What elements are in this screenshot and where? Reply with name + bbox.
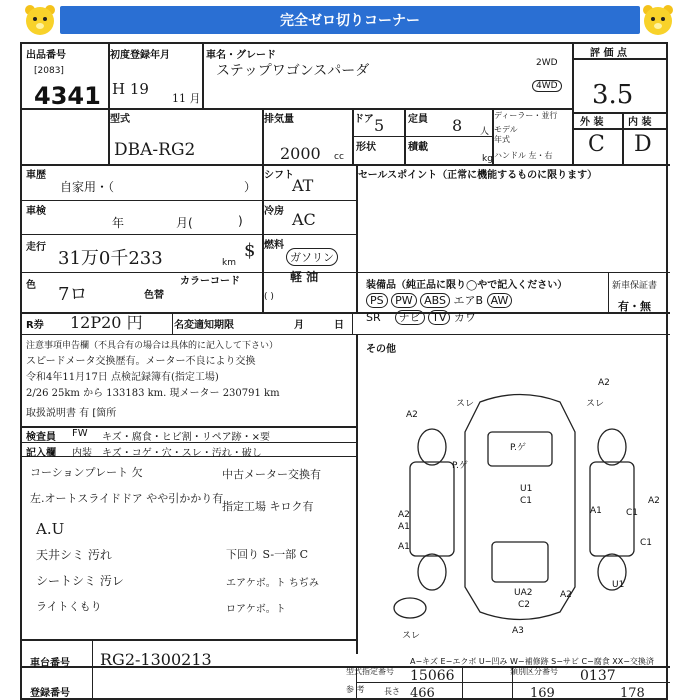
dmg-sure-1: スレ	[456, 399, 475, 409]
lot-number: 4341	[34, 82, 101, 110]
banner-title: 完全ゼロ切りコーナー	[60, 6, 640, 34]
dmg-c1-3: C1	[626, 508, 639, 518]
grade-int-label: 内 装	[628, 117, 652, 128]
dmg-a2-3: A2	[648, 496, 660, 506]
shift-label: シフト	[264, 170, 294, 181]
mileage-value: 31万0千233	[58, 248, 163, 269]
ac-value: AC	[292, 210, 316, 229]
comment-right-2: 指定工場 キロク有	[222, 500, 314, 513]
dmg-sure-2: スレ	[586, 399, 605, 409]
grade-score: 3.5	[592, 80, 634, 110]
spec-width: 169	[530, 686, 555, 700]
checker-fw-items: キズ・腐食・ヒビ割・リペア跡・×要	[102, 432, 270, 443]
model-label: 型式	[110, 114, 130, 125]
bear-mascot-icon	[22, 2, 58, 38]
comment-left-4: 天井シミ 汚れ	[36, 548, 112, 562]
mileage-unit: km	[222, 258, 236, 268]
comment-right-3: 下回り S-一部 C	[226, 548, 309, 561]
name-change-label: 名変適知期限	[174, 320, 234, 331]
displacement-label: 排気量	[264, 114, 294, 125]
equip-ps: PS	[366, 293, 388, 308]
spec-length: 466	[410, 686, 435, 700]
comment-left-1: コーションプレート 欠	[30, 466, 143, 479]
spec-height: 178	[620, 686, 645, 700]
comment-right-4: エアケボ。ト ちぢみ	[226, 578, 319, 589]
grade-ext-label: 外 装	[580, 117, 604, 128]
dealer-model-label: モデル	[494, 125, 518, 134]
rken-value: 12P20 円	[70, 313, 143, 332]
color-value: 7ロ	[58, 284, 88, 305]
others-label: その他	[366, 344, 396, 355]
bear-mascot-icon	[640, 2, 676, 38]
notes-line-2: 令和4年11月17日 点検記録簿有(指定工場)	[26, 372, 219, 383]
sales-point-label: セールスポイント（正常に機能するものに限ります）	[358, 170, 598, 181]
equip-airbag: エアB	[453, 294, 484, 307]
mileage-label: 走行	[26, 242, 46, 253]
dmg-a3: A3	[512, 626, 524, 636]
spec-length-label: 長さ	[384, 687, 400, 696]
chassis-value: RG2-1300213	[100, 650, 212, 669]
fuel-label: 燃料	[264, 240, 284, 251]
mileage-mark: $	[244, 240, 256, 261]
doors-value: 5	[374, 116, 385, 135]
dmg-c1-2: C1	[640, 538, 653, 548]
dmg-pg-1: P.ゲ	[510, 443, 526, 453]
equip-leather: カワ	[453, 311, 476, 324]
grade-label: 評 価 点	[590, 48, 627, 59]
comment-right-1: 中古メーター交換有	[222, 468, 321, 481]
recycle-value: 有・無	[618, 300, 651, 313]
rken-label: R券	[26, 320, 44, 331]
equip-sr: SR	[366, 311, 381, 324]
car-name-label: 車名・グレード	[206, 50, 276, 61]
dmg-c2: C2	[518, 600, 531, 610]
comment-left-6: ライトくもり	[36, 600, 102, 613]
equip-tv: TV	[428, 310, 450, 325]
comment-left-5: シートシミ 汚レ	[36, 574, 124, 588]
dmg-a2-2: A2	[406, 410, 418, 420]
checker-label: 検査員	[26, 432, 56, 443]
capacity-unit: 人	[480, 127, 490, 137]
drive-2wd: 2WD	[536, 58, 558, 68]
checker-fw-label: FW	[72, 428, 88, 439]
equipment-label: 装備品（純正品に限り◯やで記入ください）	[366, 280, 568, 291]
spec-type-value: 15066	[410, 668, 455, 684]
lot-label: 出品番号	[26, 50, 66, 61]
notes-line-3: 2/26 25km から 133183 km. 現メーター 230791 km	[26, 388, 280, 399]
color-code-label: カラーコード	[180, 276, 240, 287]
spec-type-label: 型式指定番号	[346, 667, 394, 676]
first-reg-month: 11 月	[172, 92, 201, 105]
comment-left-3: A.U	[36, 520, 65, 538]
dmg-a2-5: A2	[560, 590, 572, 600]
notes-line-1: スピードメータ交換歴有。メーター不良により交換	[26, 356, 256, 367]
fuel-value: ガソリン	[286, 248, 338, 266]
fuel-diesel: 軽 油	[290, 270, 319, 284]
equip-abs: ABS	[420, 293, 450, 308]
dmg-u1-1: U1	[520, 484, 533, 494]
equip-pw: PW	[391, 293, 417, 308]
reg-number-label: 登録番号	[30, 688, 70, 699]
chassis-label: 車台番号	[30, 658, 70, 669]
damage-legend: A−キズ E−エクボ U−凹み W−補修跡 S−サビ C−腐食 XX−交換済	[410, 657, 654, 666]
equip-aw: AW	[487, 293, 513, 308]
capacity-value: 8	[452, 116, 463, 135]
first-reg-label: 初度登録年月	[110, 50, 170, 61]
notes-label: 注意事項申告欄（不具合有の場合は具体的に記入して下さい）	[26, 341, 279, 351]
doors-label: ドア	[354, 114, 374, 125]
recycle-label: 新車保証書	[612, 281, 658, 291]
inspection-label: 車検	[26, 206, 46, 217]
spec-ref-label: 参 考	[346, 685, 365, 694]
dealer-year-label: 年式	[494, 135, 510, 144]
lot-sub: [2083]	[34, 66, 64, 76]
first-reg-era: H 19	[112, 80, 149, 98]
equip-navi: ナビ	[395, 310, 425, 325]
displacement-value: 2000	[280, 144, 321, 163]
inspection-close: )	[238, 214, 243, 228]
car-name-value: ステップワゴンスパーダ	[216, 63, 370, 79]
drive-4wd: 4WD	[532, 80, 562, 92]
inspection-year: 年	[112, 216, 125, 230]
record-int-items: キズ・コゲ・穴・スレ・汚れ・破し	[102, 448, 262, 459]
inspection-month: 月(	[176, 216, 193, 230]
load-unit: kg	[482, 154, 493, 164]
comment-right-5: ロアケボ。ト	[226, 604, 286, 615]
shift-value: AT	[292, 176, 314, 195]
history-close: ）	[244, 180, 257, 194]
displacement-unit: cc	[334, 152, 344, 162]
model-value: DBA-RG2	[114, 140, 196, 160]
color-label: 色	[26, 280, 36, 291]
dmg-u1-2: U1	[612, 580, 625, 590]
dmg-pg-2: P.ゲ	[452, 461, 468, 471]
grade-ext: C	[588, 132, 605, 157]
name-change-day: 日	[334, 320, 344, 331]
record-label: 記入欄	[26, 448, 56, 459]
dmg-a1-2: A1	[398, 542, 410, 552]
spec-class-label: 類別区分番号	[510, 667, 558, 676]
dmg-a2-4: A2	[398, 510, 410, 520]
dmg-ua2: UA2	[514, 588, 533, 598]
dealer-handle: ハンドル 左・右	[494, 151, 553, 160]
history-label: 車歴	[26, 170, 46, 181]
dmg-a1-3: A1	[590, 506, 602, 516]
capacity-label: 定員	[408, 114, 428, 125]
load-label: 積載	[408, 142, 428, 153]
dmg-c1-1: C1	[520, 496, 533, 506]
dmg-sure-3: スレ	[402, 631, 421, 641]
notes-footer: 取扱説明書 有 [箇所	[26, 408, 117, 419]
comment-left-2: 左.オートスライドドア やや引かかり有	[30, 492, 224, 505]
grade-int: D	[634, 132, 652, 157]
name-change-month: 月	[294, 320, 304, 331]
dmg-a2-1: A2	[598, 378, 610, 388]
dealer-label: ディーラー・並行	[494, 111, 558, 120]
fuel-paren: ( )	[264, 292, 274, 302]
record-int-label: 内装	[72, 448, 92, 459]
dmg-a1-1: A1	[398, 522, 410, 532]
ac-label: 冷房	[264, 206, 284, 217]
shape-label: 形状	[356, 142, 376, 153]
equipment-list	[366, 292, 606, 326]
spec-class-value: 0137	[580, 668, 616, 684]
color-shade-label: 色替	[144, 290, 164, 301]
history-value: 自家用・（	[60, 180, 115, 194]
